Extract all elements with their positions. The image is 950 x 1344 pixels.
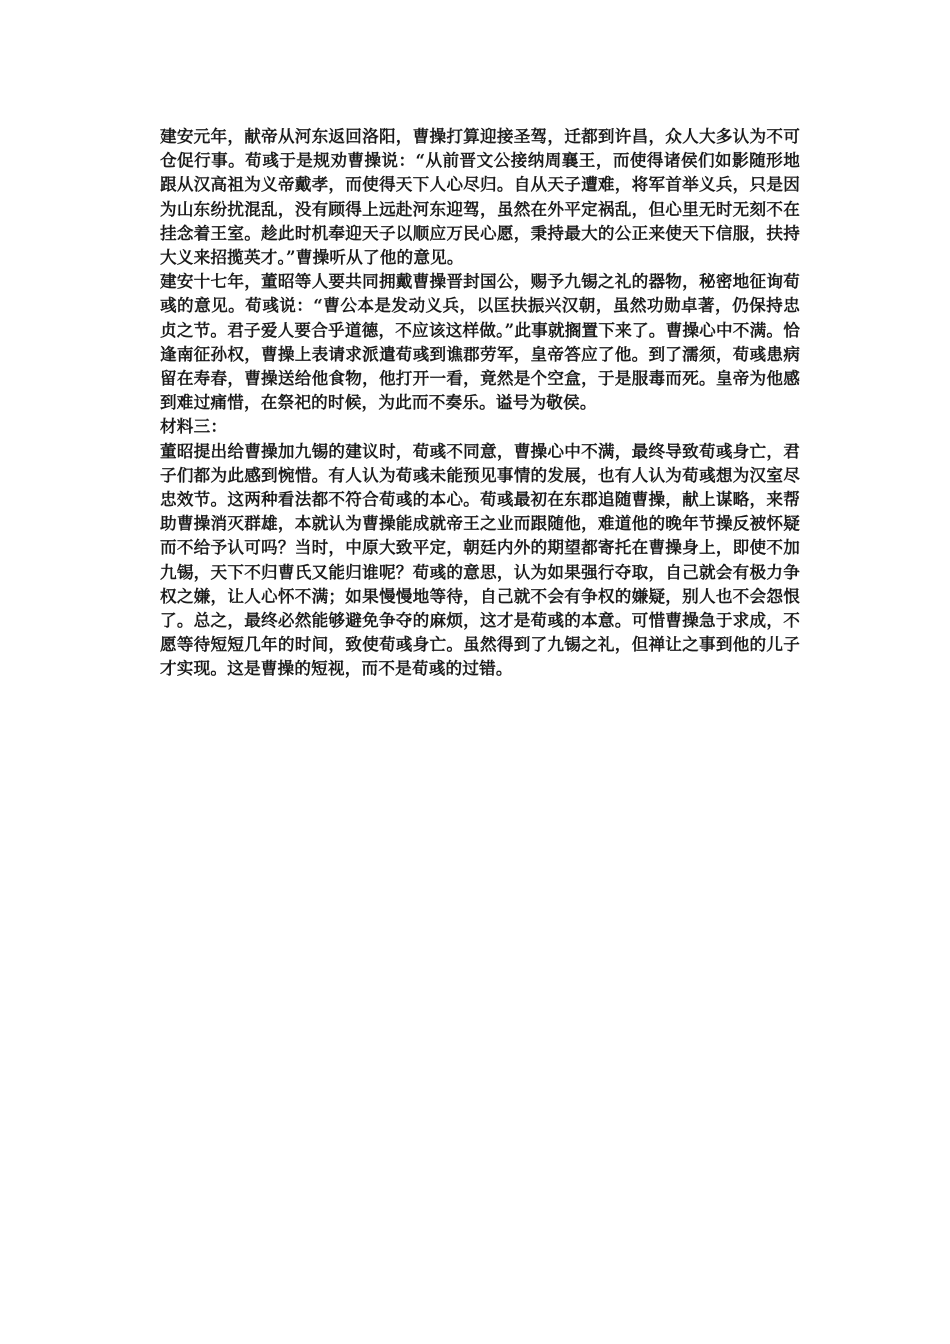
section-heading-material-three: 材料三： [160,416,228,437]
paragraph-material-three: 董昭提出给曹操加九锡的建议时，荀彧不同意，曹操心中不满，最终导致荀彧身亡，君子们都为此感到惋惜。有人认为荀彧未能预见事情的发展，也有人认为荀彧想为汉室尽忠效节。这两种看法都不符合荀彧的本心。荀彧最初在东郡追随曹操，献上谋略，来帮助曹操消灭群雄，本就认为曹操能成就帝王之业而跟随他，难道他的晚年节操反被怀疑而不给予认可吗？当时，中原大致平定，朝廷内外的期望都寄托在曹操身上，即使不加九锡，天下不归曹氏又能归谁呢？荀彧的意思，认为如果强行夺取，自己就会有极力争权之嫌，让人心怀不满；如果慢慢地等待，自己就不会有争权的嫌疑，别人也不会怨恨了。总之，最终必然能够避免争夺的麻烦，这才是荀彧的本意。可惜曹操急于求成，不愿等待短短几年的时间，致使荀彧身亡。虽然得到了九锡之礼，但禅让之事到他的儿子才实现。这是曹操的短视，而不是荀彧的过错。 [160,440,800,679]
paragraph-jianan-seventeenth-year: 建安十七年，董昭等人要共同拥戴曹操晋封国公，赐予九锡之礼的器物，秘密地征询荀彧的意见。荀彧说：“曹公本是发动义兵，以匡扶振兴汉朝，虽然功勋卓著，仍保持忠贞之节。君子爱人要合乎道德，不应该这样做。”此事就搁置下来了。曹操心中不满。恰逢南征孙权，曹操上表请求派遣荀彧到谯郡劳军，皇帝答应了他。到了濡须，荀彧患病留在寿春，曹操送给他食物，他打开一看，竟然是个空盒，于是服毒而死。皇帝为他感到难过痛惜，在祭祀的时候，为此而不奏乐。谥号为敬侯。 [160,271,800,413]
document-body [160,124,800,681]
paragraph-jianan-first-year: 建安元年，献帝从河东返回洛阳，曹操打算迎接圣驾，迁都到许昌，众人大多认为不可仓促行事。荀彧于是规劝曹操说：“从前晋文公接纳周襄王，而使得诸侯们如影随形地跟从汉高祖为义帝戴孝，而使得天下人心尽归。自从天子遭难，将军首举义兵，只是因为山东纷扰混乱，没有顾得上远赴河东迎驾，虽然在外平定祸乱，但心里无时无刻不在挂念着王室。趁此时机奉迎天子以顺应万民心愿，秉持最大的公正来使天下信服，扶持大义来招揽英才。”曹操听从了他的意见。 [160,126,800,268]
